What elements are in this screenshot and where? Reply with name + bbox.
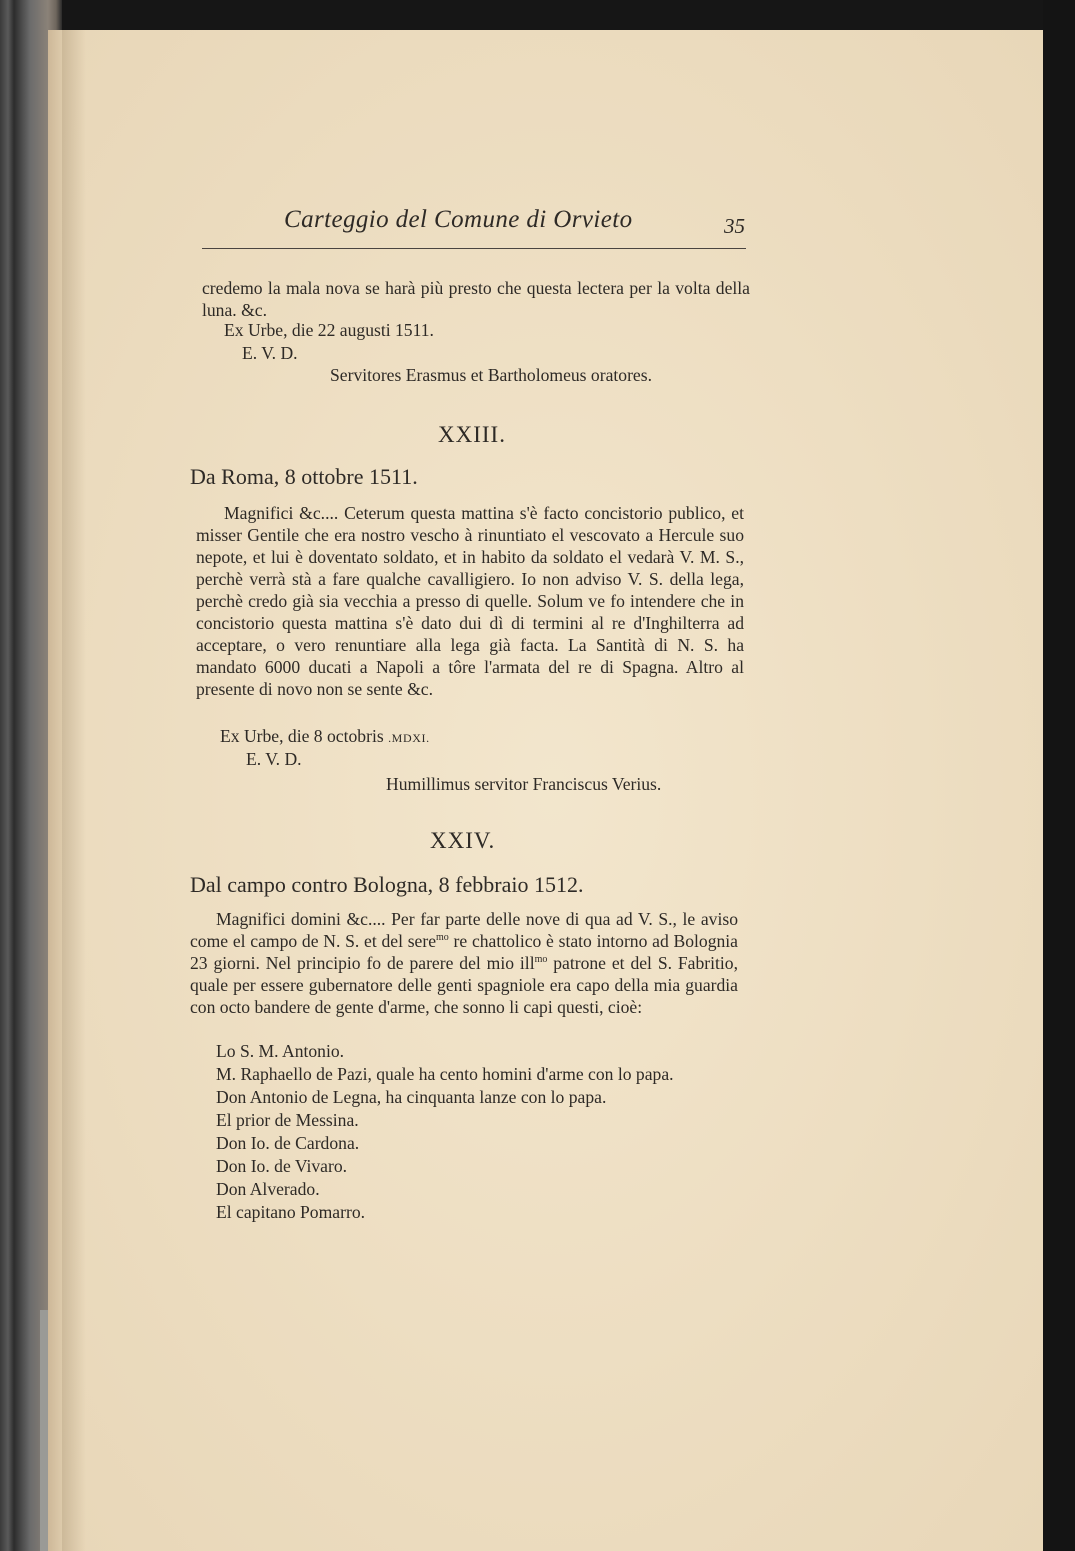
list-item: Don Io. de Vivaro.: [216, 1156, 348, 1176]
date-line-xxiii: [220, 726, 430, 747]
body-xxiv-part2: re chattolico è stato intorno ad Bolognia 23 giorni. Nel principio fo de parere del mio ill: [190, 931, 738, 973]
signature-xxiii: Humillimus servitor Franciscus Verius.: [386, 774, 662, 794]
list-item: M. Raphaello de Pazi, quale ha cento homini d'arme con lo papa.: [216, 1064, 674, 1084]
letter-number-xxiv: XXIV.: [430, 828, 496, 853]
body-xxiv-part1: Magnifici domini &c.... Per far parte delle nove di qua ad V. S., le aviso come el campo de N. S. et del sere: [190, 909, 738, 951]
superscript-mo-2: mo: [534, 954, 548, 966]
closing-xxiii: E. V. D.: [246, 749, 302, 769]
list-item: Don Antonio de Legna, ha cinquanta lanze con lo papa.: [216, 1087, 607, 1107]
scan-border-right: [1043, 0, 1075, 1551]
continuation-closing: E. V. D.: [242, 343, 298, 363]
continuation-paragraph: [202, 277, 750, 321]
running-title: Carteggio del Comune di Orvieto: [284, 206, 633, 233]
continuation-date-line: Ex Urbe, die 22 augusti 1511.: [224, 320, 434, 340]
continuation-signature: Servitores Erasmus et Bartholomeus oratores.: [330, 365, 652, 385]
list-item: Lo S. M. Antonio.: [216, 1041, 345, 1061]
letter-body-xxiv: [190, 908, 738, 1018]
letter-body-xxiv-text: [190, 908, 738, 1018]
date-line-xxiii-year: .MDXI.: [388, 731, 430, 745]
continuation-text: credemo la mala nova se harà più presto che questa lectera per la volta della luna. &c.: [202, 278, 750, 320]
letter-body-xxiii-text: Magnifici &c.... Ceterum questa mattina s'è facto concistorio publico, et misser Gentile che era nostro vescho à rinuntiato el vescovato a Hercule suo nepote, et lui è doventato soldato, et in habito da soldato el vedarà V. M. S., perchè verrà stà a fare qualche cavalligiero. Io non adviso V. S. della lega, perchè credo già sia vecchia a presso di quelle. Solum ve fo intendere che in concistorio questa mattina s'è dato dui dì di termini al re d'Inghilterra ad acceptare, o vero renuntiare alla lega già facta. La Santità di N. S. ha mandato 6000 ducati a Napoli a tôre l'armata del re di Spagna. Altro al presente di novo non se sente &c.: [196, 503, 744, 699]
date-line-xxiii-text: Ex Urbe, die 8 octobris: [220, 726, 389, 746]
page-number: 35: [724, 214, 745, 238]
header-rule: [202, 248, 746, 249]
book-page: [62, 30, 1043, 1551]
letter-heading-xxiii: Da Roma, 8 ottobre 1511.: [190, 464, 418, 489]
scan-border-top: [0, 0, 1075, 30]
letter-heading-xxiv: Dal campo contro Bologna, 8 febbraio 1512.: [190, 872, 584, 897]
superscript-mo-1: mo: [436, 932, 449, 944]
list-item: Don Io. de Cardona.: [216, 1133, 360, 1153]
letter-body-xxiii: [196, 502, 744, 700]
list-item: El capitano Pomarro.: [216, 1202, 366, 1222]
list-item: El prior de Messina.: [216, 1110, 359, 1130]
body-xxiv-part3: patrone et del S. Fabritio, quale per essere gubernatore delle genti spagniole era capo della mia guardia con octo bandere de gente d'arme, che sonno li capi questi, cioè:: [190, 953, 738, 1017]
page-header: [202, 206, 746, 246]
list-item: Don Alverado.: [216, 1179, 320, 1199]
letter-number-xxiii: XXIII.: [438, 422, 506, 447]
